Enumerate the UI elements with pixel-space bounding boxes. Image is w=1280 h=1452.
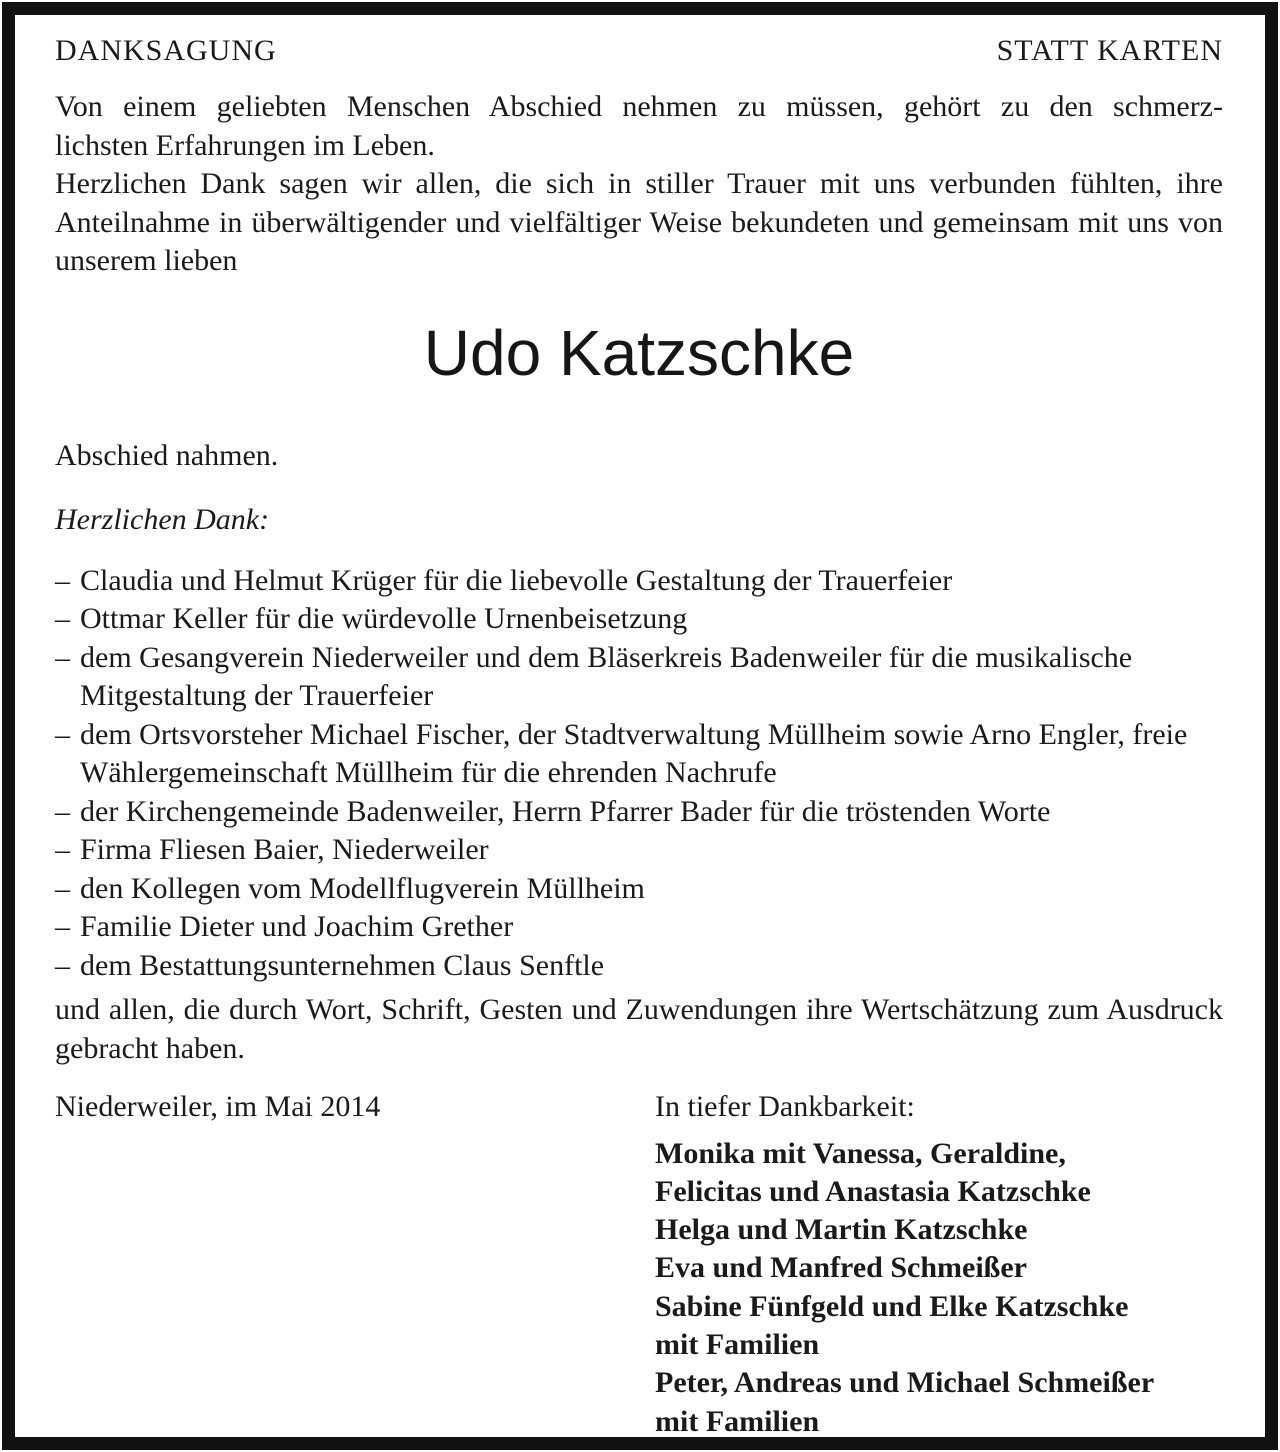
thanks-list [55,562,1223,986]
deceased-name: Udo Katzschke [423,316,855,389]
thanks-list-item-text: dem Gesangverein Niederweiler und dem Bläserkreis Badenweiler für die musikalische Mitgestaltung der Trauerfeier [80,640,1133,712]
intro-paragraph-2: Herzlichen Dank sagen wir allen, die sich in stiller Trauer mit uns verbunden fühlten, ihre Anteilnahme in überwältigender und vielfältiger Weise bekundeten und gemeinsam mit uns von unserem lieben [55,167,1223,277]
header-title: DANKSAGUNG [55,34,277,67]
dash-bullet: – [55,910,70,943]
farewell-text: Abschied nahmen. [55,438,279,472]
thanks-list-item-text: den Kollegen vom Modellflugverein Müllheim [80,871,645,905]
header-note: STATT KARTEN [996,34,1223,67]
signatory-line: mit Familien [655,1327,820,1361]
signatory-line: Felicitas und Anastasia Katzschke [655,1174,1091,1208]
signatory-line: Peter, Andreas und Michael Schmeißer [655,1366,1155,1400]
place-date: Niederweiler, im Mai 2014 [55,1090,381,1123]
thanks-list-item-text: Ottmar Keller für die würdevolle Urnenbeisetzung [80,602,688,635]
thanks-heading: Herzlichen Dank: [55,503,270,536]
thanks-list-item-text: dem Bestattungsunternehmen Claus Senftle [80,948,605,982]
signatory-line: mit Familien [655,1404,820,1438]
dash-bullet: – [55,602,70,635]
dash-bullet: – [55,948,70,982]
dash-bullet: – [55,833,70,866]
dash-bullet: – [55,563,70,597]
thanks-list-item-text: Familie Dieter und Joachim Grether [80,910,514,943]
thanks-list-item-text: Firma Fliesen Baier, Niederweiler [80,833,489,866]
thanks-list-item [55,639,1223,716]
intro-line-2: lichsten Erfahrungen im Leben. [55,128,435,162]
dash-bullet: – [55,640,70,674]
thanks-list-item [55,831,1223,870]
signatories-list [655,1135,1223,1441]
dash-bullet: – [55,794,70,828]
thanks-list-item-text: dem Ortsvorsteher Michael Fischer, der Stadtverwaltung Müllheim sowie Arno Engler, freie Wählergemeinschaft Müllheim für die ehrenden Nachrufe [80,717,1188,789]
signature-block [655,1088,1223,1441]
dash-bullet: – [55,717,70,751]
thanks-list-item [55,716,1223,793]
thanks-list-item [55,562,1223,601]
thanks-list-item-text: Claudia und Helmut Krüger für die liebevolle Gestaltung der Trauerfeier [80,563,953,597]
signature-intro: In tiefer Dankbarkeit: [655,1090,915,1123]
signatory-line: Helga und Martin Katzschke [655,1213,1028,1247]
thanks-list-item [55,908,1223,947]
signatory-line: Monika mit Vanessa, Geraldine, [655,1136,1066,1170]
notice-content [55,28,1223,1448]
notice-header [55,28,1223,74]
closing-text: und allen, die durch Wort, Schrift, Gesten und Zuwendungen ihre Wertschätzung zum Ausdruck gebracht haben. [55,993,1223,1065]
thanks-list-item-text: der Kirchengemeinde Badenweiler, Herrn Pfarrer Bader für die tröstenden Worte [80,794,1051,828]
intro-line-1: Von einem geliebten Menschen Abschied nehmen zu müssen, gehört zu den schmerz- [55,90,1223,123]
thanks-list-item [55,870,1223,909]
dash-bullet: – [55,871,70,905]
thanks-list-item [55,793,1223,832]
signatory-line: Eva und Manfred Schmeißer [655,1251,1027,1285]
thanks-list-item [55,600,1223,639]
thanks-list-item [55,947,1223,986]
notice-footer [55,1088,1223,1448]
signatory-line: Sabine Fünfgeld und Elke Katzschke [655,1289,1129,1323]
